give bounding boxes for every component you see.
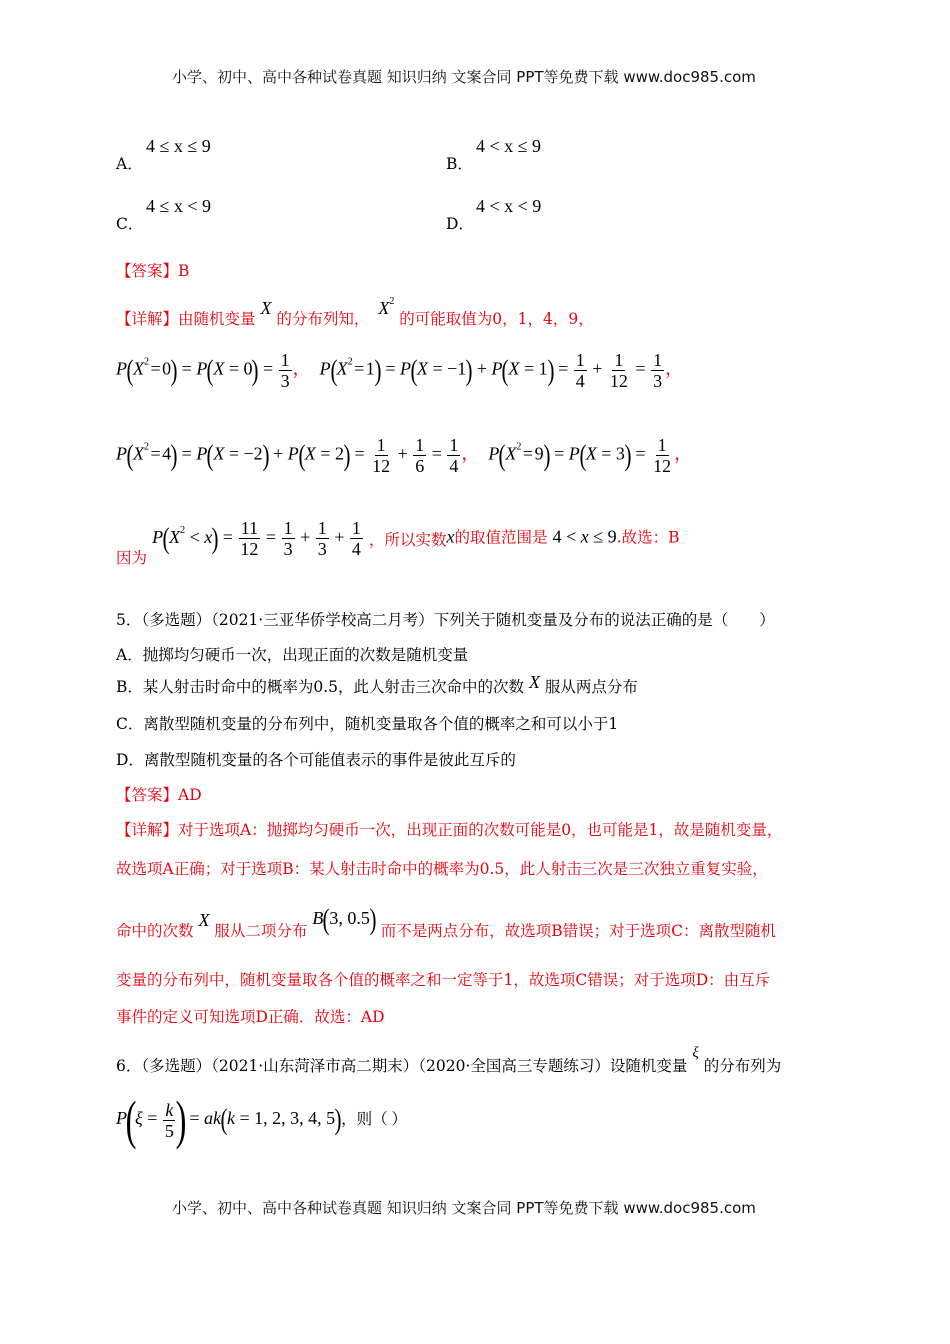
q5-option-a: A．抛掷均匀硬币一次，出现正面的次数是随机变量 xyxy=(116,646,469,664)
binomial-expr: B(3, 0.5) xyxy=(312,903,377,936)
var-xi: ξ xyxy=(692,1045,699,1061)
var-x: X xyxy=(528,672,540,692)
conclusion-formula: $P(X^2 < x)$ = $\frac{11}{12}$ = $\frac{1}{3}$ + $\frac{1}{3}$ + $\frac{1}{4}$ xyxy=(152,518,361,559)
var-x: X xyxy=(198,910,210,931)
q4-answer: 【答案】B xyxy=(116,262,190,280)
range-expr: 4 < x ≤ 9 xyxy=(552,526,617,547)
detail-part3: 的可能取值为0，1，4，9， xyxy=(399,310,594,328)
conclusion-end: .故选：B xyxy=(616,528,680,547)
q5-detail-2: 故选项A正确；对于选项B：某人射击时命中的概率为0.5，此人射击三次是三次独立重复实验， xyxy=(116,860,768,878)
q5-answer: 【答案】AD xyxy=(116,786,202,804)
q6-stem-text: 6．（多选题）（2021·山东菏泽市高二期末）（2020·全国高三专题练习）设随机变量 xyxy=(116,1057,688,1075)
q6-formula: P(ξ = $\frac{k}{5}$ ) = ak(k = 1, 2, 3, 4, 5)，则（ ） xyxy=(116,1090,408,1150)
q5-stem: 5．（多选题）（2021·三亚华侨学校高二月考）下列关于随机变量及分布的说法正确的是（ ） xyxy=(116,611,775,629)
q5-option-b-part1: B．某人射击时命中的概率为0.5，此人射击三次命中的次数 xyxy=(116,678,525,696)
option-d-label: D． xyxy=(446,215,474,233)
q4-detail-line xyxy=(116,296,594,326)
option-b-label: B． xyxy=(446,155,473,173)
q6-tail: ，则（ ） xyxy=(341,1111,408,1129)
option-b-expr: 4 < x ≤ 9 xyxy=(476,136,542,156)
q5-option-b xyxy=(116,672,638,697)
q5-detail-5: 事件的定义可知选项D正确．故选：AD xyxy=(116,1008,385,1026)
detail-part2: 的分布列知， xyxy=(276,310,370,328)
q6-stem-end: 的分布列为 xyxy=(703,1057,782,1075)
page-footer: 小学、初中、高中各种试卷真题 知识归纳 文案合同 PPT等免费下载 www.doc985.com xyxy=(172,1199,756,1217)
option-a-expr: 4 ≤ x ≤ 9 xyxy=(146,136,211,156)
conclusion-mid: ，所以实数 xyxy=(368,530,447,549)
detail-tag: 【详解】 xyxy=(116,310,179,328)
var-x: X xyxy=(260,298,272,318)
option-d-expr: 4 < x < 9 xyxy=(476,196,542,216)
q5-option-c: C．离散型随机变量的分布列中，随机变量取各个值的概率之和可以小于1 xyxy=(116,715,619,733)
q5-option-d: D．离散型随机变量的各个可能值表示的事件是彼此互斥的 xyxy=(116,751,516,769)
q6-stem xyxy=(116,1042,782,1075)
q5-detail-3c: 而不是两点分布，故选项B错误；对于选项C：离散型随机 xyxy=(380,922,777,941)
q5-option-b-part2: 服从两点分布 xyxy=(544,678,638,696)
option-c-label: C． xyxy=(116,215,144,233)
var-x-small: x xyxy=(446,526,455,547)
q5-detail-3 xyxy=(116,903,777,941)
conclusion-prefix: 因为 xyxy=(116,548,148,567)
option-c-expr: 4 ≤ x < 9 xyxy=(146,196,212,216)
q5-detail-4: 变量的分布列中，随机变量取各个值的概率之和一定等于1，故选项C错误；对于选项D：由互斥 xyxy=(116,971,771,989)
detail-part1: 由随机变量 xyxy=(178,310,256,328)
q4-conclusion xyxy=(116,518,680,567)
formula-line-2: $P(X^2$ = 4) = P(X = −2) + P(X = 2) = $\frac{1}{12}$ + $\frac{1}{6}$ = $\frac{1}{4}$ ， $P(X^2$ = 9) = P(X = 3) = $\frac{1}{12}$ ， xyxy=(116,435,693,476)
conclusion-mid2: 的取值范围是 xyxy=(454,528,548,547)
option-a-label: A． xyxy=(116,155,143,173)
q5-detail-1: 【详解】对于选项A：抛掷均匀硬币一次，出现正面的次数可能是0，也可能是1，故是随机变量， xyxy=(116,821,783,839)
q5-detail-3a: 命中的次数 xyxy=(116,922,194,941)
var-x-squared: $X^2$ xyxy=(378,296,395,318)
q5-detail-3b: 服从二项分布 xyxy=(214,922,308,941)
page-header: 小学、初中、高中各种试卷真题 知识归纳 文案合同 PPT等免费下载 www.doc985.com xyxy=(172,68,756,86)
formula-line-1: $P(X^2$ = 0) = P(X = 0) = $\frac{1}{3}$ ， $P(X^2$ = 1) = P(X = −1) + P(X = 1) = $\frac{1}{4}$ + $\frac{1}{12}$ = $\frac{1}{3}$ ， xyxy=(116,350,684,391)
